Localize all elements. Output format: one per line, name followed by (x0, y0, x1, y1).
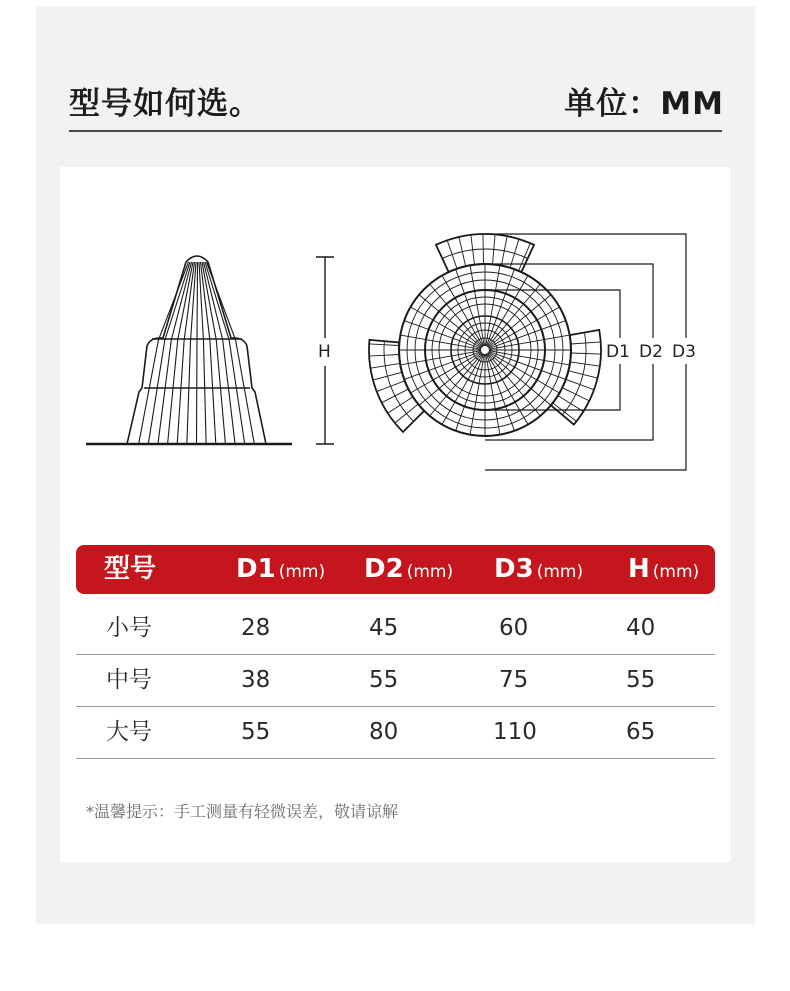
cone-rib (197, 262, 198, 444)
cell-d1: 28 (241, 615, 271, 641)
cell-model: 大号 (106, 719, 152, 745)
petal-rib (483, 234, 484, 264)
cell-d1: 38 (241, 667, 271, 693)
cell-d2: 80 (369, 719, 399, 745)
petal-rib (377, 381, 405, 392)
cell-d3: 75 (499, 667, 529, 693)
table-header (76, 545, 715, 594)
height-label: H (318, 342, 331, 362)
cell-d2: 45 (369, 615, 399, 641)
cone-rib (199, 262, 206, 444)
web-spoke (456, 354, 484, 431)
column-header-d3: D3 (mm) (494, 554, 584, 584)
web-spoke (404, 321, 481, 349)
web-spoke (488, 353, 541, 416)
table-row (76, 706, 715, 759)
cell-d1: 55 (241, 719, 271, 745)
web-spoke (486, 269, 514, 346)
web-spoke (430, 284, 483, 347)
d1-label: D1 (606, 342, 630, 362)
petal-rib (553, 403, 577, 421)
cell-model: 小号 (106, 615, 152, 641)
d3-label: D3 (672, 342, 696, 362)
web-spoke (488, 284, 541, 347)
petal-rib (373, 372, 402, 380)
web-spoke (486, 354, 514, 431)
cone-side-view (86, 256, 292, 444)
page-title: 型号如何选。 (69, 86, 261, 122)
web-spoke (419, 353, 482, 406)
cone-rib (177, 262, 194, 444)
web-spoke (430, 353, 483, 416)
column-header-d2: D2 (mm) (364, 554, 454, 584)
web-spoke (456, 269, 484, 346)
web-spoke (419, 295, 482, 348)
petal-rib (562, 388, 589, 401)
petal-rib (558, 396, 583, 412)
measurement-note: *温馨提示：手工测量有轻微误差，敬请谅解 (86, 802, 399, 821)
cell-d3: 60 (499, 615, 529, 641)
cone-rib (168, 262, 193, 444)
petal-rib (566, 379, 594, 389)
web-spoke (488, 295, 551, 348)
column-header-h: H (mm) (628, 554, 700, 584)
web-spoke (404, 351, 481, 379)
web-spoke (489, 321, 566, 349)
petal-rib (388, 397, 413, 413)
column-header-model: 型号 (104, 554, 157, 584)
cell-model: 中号 (106, 667, 152, 693)
petal-rib (571, 353, 601, 354)
petal-rib (382, 389, 409, 403)
petal-rib (568, 371, 597, 378)
column-header-d1: D1 (mm) (236, 554, 326, 584)
petal-rib (459, 237, 466, 266)
cell-d3: 110 (493, 719, 537, 745)
petal-rib (447, 240, 457, 268)
unit-label: 单位：MM (564, 86, 724, 122)
cell-h: 55 (626, 667, 656, 693)
cell-h: 65 (626, 719, 656, 745)
cone-rib (204, 262, 236, 444)
web-spoke (489, 351, 566, 379)
cell-d2: 55 (369, 667, 399, 693)
web-spoke (488, 353, 551, 406)
petal-ring (562, 332, 586, 414)
d2-label: D2 (639, 342, 663, 362)
cell-h: 40 (626, 615, 656, 641)
table-row (76, 654, 715, 707)
table-row (76, 602, 715, 655)
